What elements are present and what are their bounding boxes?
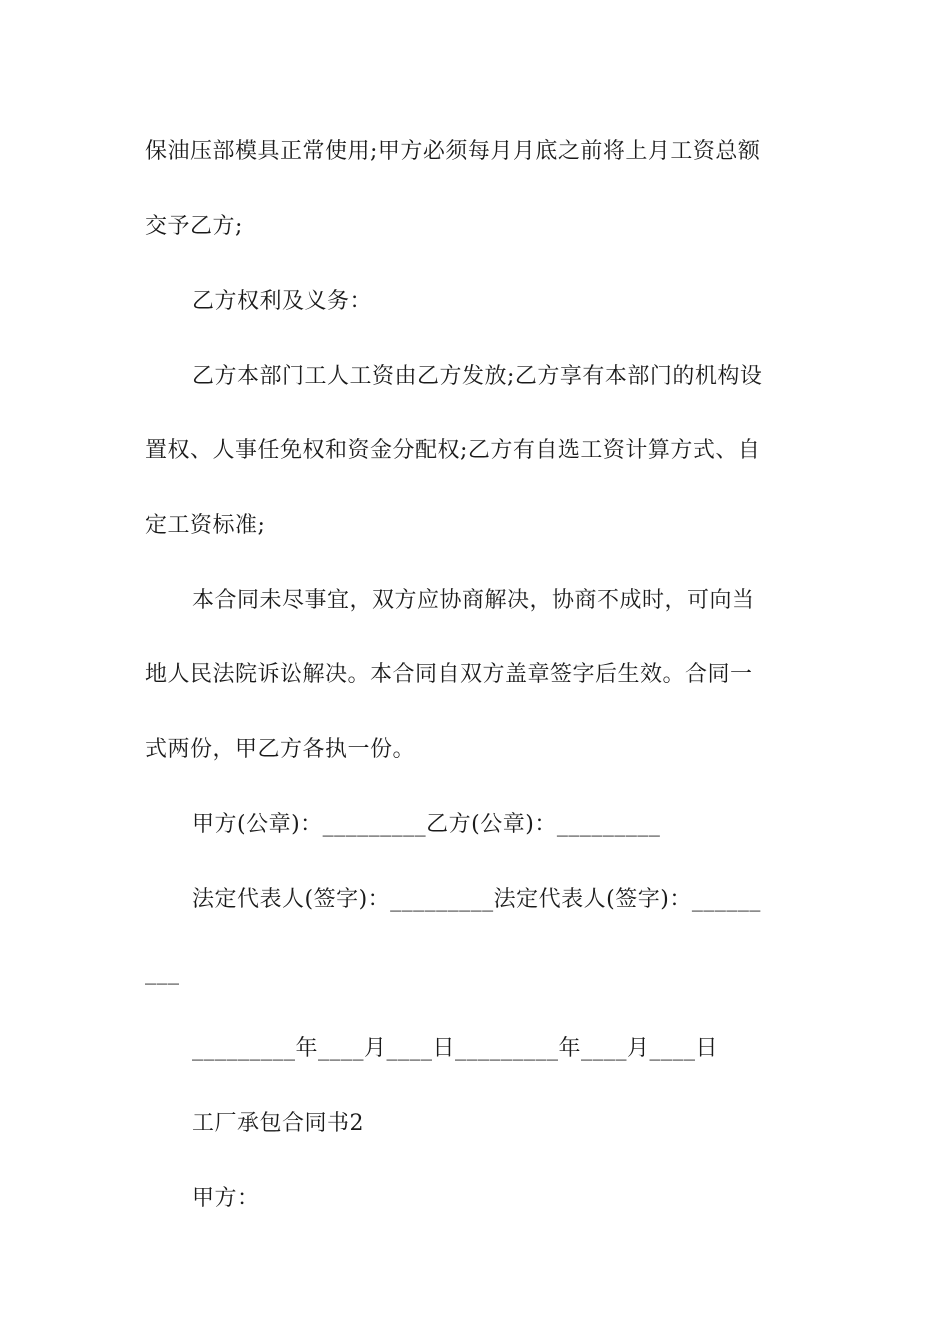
date-line: _________年____月____日_________年____月____日 (192, 1036, 719, 1061)
text-line: 式两份，甲乙方各执一份。 (145, 737, 416, 762)
text-line: 交予乙方; (145, 214, 243, 239)
text-line: 地人民法院诉讼解决。本合同自双方盖章签字后生效。合同一 (145, 662, 753, 687)
contract-title: 工厂承包合同书2 (192, 1111, 364, 1136)
party-a-label: 甲方： (192, 1186, 260, 1211)
text-line: 本合同未尽事宜，双方应协商解决，协商不成时，可向当 (192, 588, 755, 613)
signature-line: 法定代表人(签字)：_________法定代表人(签字)：______ (192, 887, 761, 912)
seal-line: 甲方(公章)：_________乙方(公章)：_________ (192, 812, 661, 837)
text-line: 保油压部模具正常使用;甲方必须每月月底之前将上月工资总额 (145, 139, 761, 164)
text-line: 置权、人事任免权和资金分配权;乙方有自选工资计算方式、自 (145, 438, 761, 463)
text-line: 乙方本部门工人工资由乙方发放;乙方享有本部门的机构设 (192, 364, 763, 389)
section-heading: 乙方权利及义务： (192, 289, 373, 314)
text-line: 定工资标准; (145, 513, 266, 538)
signature-line-continued: ___ (145, 960, 180, 985)
